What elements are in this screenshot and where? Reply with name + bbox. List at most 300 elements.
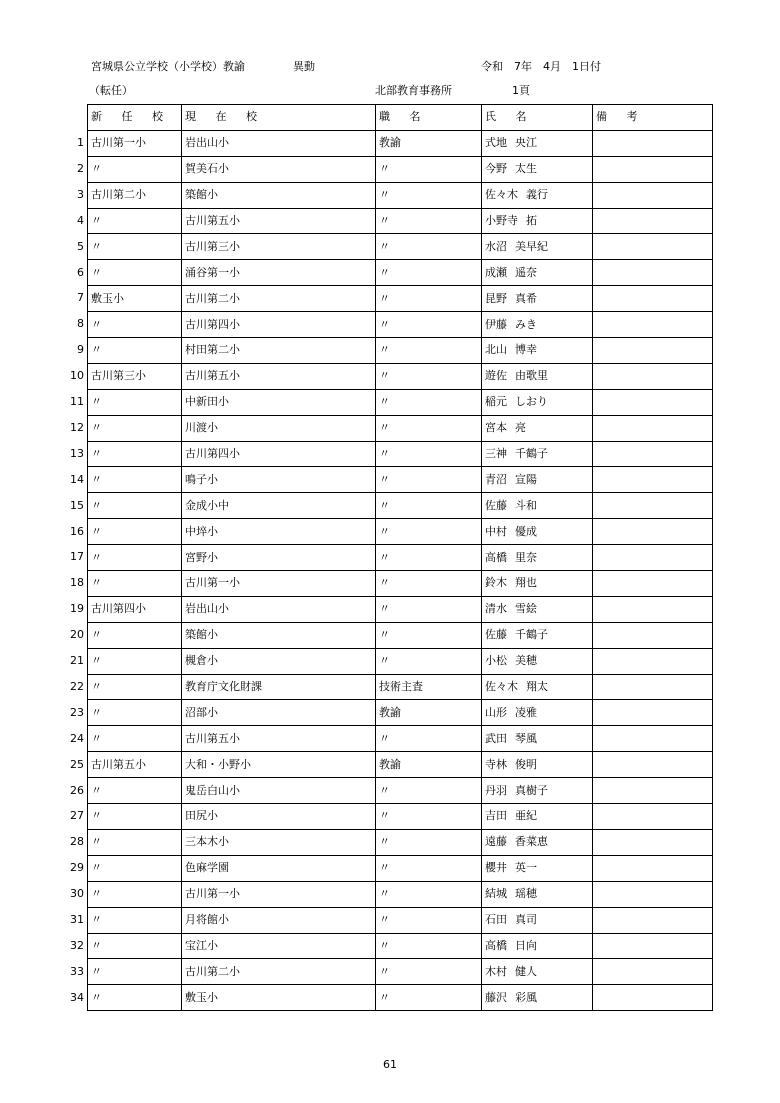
table-row xyxy=(88,519,713,545)
row-number: 28 xyxy=(70,835,84,849)
title-cell: 〃 xyxy=(376,545,482,571)
surname: 佐々木 xyxy=(485,188,518,202)
given-name: 宣陽 xyxy=(515,472,537,486)
remarks-cell xyxy=(593,182,713,208)
header-remarks: 備 考 xyxy=(593,105,713,131)
new-school-cell: 古川第三小 xyxy=(88,363,182,389)
name-cell xyxy=(482,234,593,260)
surname: 高橋 xyxy=(485,938,507,952)
new-school-cell: 〃 xyxy=(88,674,182,700)
title-cell: 〃 xyxy=(376,985,482,1011)
given-name: 日向 xyxy=(515,938,537,952)
row-number: 23 xyxy=(70,705,84,719)
name-cell xyxy=(482,182,593,208)
surname: 丹羽 xyxy=(485,783,507,797)
effective-date: 令和 7年 4月 1日付 xyxy=(481,60,601,73)
given-name: 拓 xyxy=(526,214,537,227)
table-row xyxy=(88,700,713,726)
table-row xyxy=(88,338,713,364)
current-school-cell: 村田第二小 xyxy=(182,338,376,364)
title-cell: 教諭 xyxy=(376,700,482,726)
title-cell: 〃 xyxy=(376,415,482,441)
new-school-cell: 〃 xyxy=(88,519,182,545)
title-cell: 〃 xyxy=(376,622,482,648)
name-cell xyxy=(482,907,593,933)
name-cell xyxy=(482,596,593,622)
given-name: 健人 xyxy=(515,964,537,978)
given-name: 香菜恵 xyxy=(515,835,548,849)
title-cell: 〃 xyxy=(376,804,482,830)
title-cell: 〃 xyxy=(376,959,482,985)
table-row xyxy=(88,493,713,519)
name-cell xyxy=(482,700,593,726)
row-number: 22 xyxy=(70,679,84,693)
current-school-cell: 築館小 xyxy=(182,622,376,648)
given-name: 美早紀 xyxy=(515,239,548,253)
new-school-cell: 〃 xyxy=(88,545,182,571)
current-school-cell: 岩出山小 xyxy=(182,596,376,622)
current-school-cell: 古川第二小 xyxy=(182,286,376,312)
given-name: 真樹子 xyxy=(515,783,548,797)
given-name: 遥奈 xyxy=(515,265,537,279)
table-row xyxy=(88,881,713,907)
title-cell: 〃 xyxy=(376,778,482,804)
row-number: 16 xyxy=(70,524,84,538)
table-row xyxy=(88,752,713,778)
surname: 式地 xyxy=(485,136,507,150)
title-cell: 〃 xyxy=(376,829,482,855)
new-school-cell: 〃 xyxy=(88,234,182,260)
title-cell: 〃 xyxy=(376,156,482,182)
remarks-cell xyxy=(593,130,713,156)
table-row xyxy=(88,855,713,881)
title-cell: 〃 xyxy=(376,571,482,597)
name-cell xyxy=(482,855,593,881)
new-school-cell: 〃 xyxy=(88,493,182,519)
current-school-cell: 月将館小 xyxy=(182,907,376,933)
current-school-cell: 古川第四小 xyxy=(182,441,376,467)
surname: 宮本 xyxy=(485,421,507,435)
given-name: 琴風 xyxy=(515,731,537,745)
page-number: 61 xyxy=(383,1058,397,1071)
new-school-cell: 〃 xyxy=(88,441,182,467)
name-cell xyxy=(482,674,593,700)
surname: 佐々木 xyxy=(485,680,518,694)
current-school-cell: 色麻学園 xyxy=(182,855,376,881)
current-school-cell: 古川第二小 xyxy=(182,959,376,985)
name-cell xyxy=(482,778,593,804)
title-cell: 〃 xyxy=(376,493,482,519)
current-school-cell: 古川第四小 xyxy=(182,312,376,338)
new-school-cell: 〃 xyxy=(88,571,182,597)
table-row xyxy=(88,130,713,156)
header-title: 職 名 xyxy=(376,105,482,131)
row-number: 29 xyxy=(70,861,84,875)
remarks-cell xyxy=(593,700,713,726)
row-number: 5 xyxy=(77,239,84,253)
sheet-page-label: 1頁 xyxy=(512,84,530,97)
remarks-cell xyxy=(593,829,713,855)
surname: 佐藤 xyxy=(485,628,507,642)
remarks-cell xyxy=(593,519,713,545)
remarks-cell xyxy=(593,959,713,985)
row-number: 27 xyxy=(70,809,84,823)
title-cell: 技術主査 xyxy=(376,674,482,700)
name-cell xyxy=(482,130,593,156)
surname: 寺林 xyxy=(485,757,507,771)
table-row xyxy=(88,467,713,493)
table-row xyxy=(88,260,713,286)
new-school-cell: 敷玉小 xyxy=(88,286,182,312)
current-school-cell: 古川第五小 xyxy=(182,726,376,752)
new-school-cell: 〃 xyxy=(88,700,182,726)
table-row xyxy=(88,674,713,700)
row-number: 1 xyxy=(77,136,84,149)
new-school-cell: 〃 xyxy=(88,467,182,493)
remarks-cell xyxy=(593,208,713,234)
new-school-cell: 〃 xyxy=(88,855,182,881)
row-number: 26 xyxy=(70,783,84,797)
given-name: 俊明 xyxy=(515,757,537,771)
surname: 遠藤 xyxy=(485,835,507,849)
row-number: 30 xyxy=(70,887,84,901)
remarks-cell xyxy=(593,234,713,260)
current-school-cell: 川渡小 xyxy=(182,415,376,441)
transfer-type: 異動 xyxy=(293,60,315,73)
row-number: 32 xyxy=(70,938,84,952)
remarks-cell xyxy=(593,778,713,804)
new-school-cell: 〃 xyxy=(88,907,182,933)
new-school-cell: 古川第五小 xyxy=(88,752,182,778)
current-school-cell: 古川第三小 xyxy=(182,234,376,260)
surname: 伊藤 xyxy=(485,317,507,331)
name-cell xyxy=(482,545,593,571)
name-cell xyxy=(482,881,593,907)
table-row xyxy=(88,596,713,622)
name-cell xyxy=(482,312,593,338)
remarks-cell xyxy=(593,648,713,674)
title-cell: 〃 xyxy=(376,519,482,545)
remarks-cell xyxy=(593,907,713,933)
table-row xyxy=(88,778,713,804)
given-name: 千鶴子 xyxy=(515,628,548,642)
title-cell: 〃 xyxy=(376,260,482,286)
title-cell: 〃 xyxy=(376,312,482,338)
surname: 木村 xyxy=(485,964,507,978)
name-cell xyxy=(482,389,593,415)
name-cell xyxy=(482,208,593,234)
table-row xyxy=(88,622,713,648)
title-cell: 〃 xyxy=(376,182,482,208)
current-school-cell: 三本木小 xyxy=(182,829,376,855)
new-school-cell: 〃 xyxy=(88,622,182,648)
current-school-cell: 中埣小 xyxy=(182,519,376,545)
title-cell: 〃 xyxy=(376,648,482,674)
table-row xyxy=(88,441,713,467)
current-school-cell: 宮野小 xyxy=(182,545,376,571)
new-school-cell: 〃 xyxy=(88,312,182,338)
row-number: 15 xyxy=(70,498,84,512)
current-school-cell: 金成小中 xyxy=(182,493,376,519)
given-name: 翔也 xyxy=(515,576,537,590)
new-school-cell: 〃 xyxy=(88,985,182,1011)
new-school-cell: 〃 xyxy=(88,778,182,804)
surname: 山形 xyxy=(485,705,507,719)
new-school-cell: 〃 xyxy=(88,156,182,182)
name-cell xyxy=(482,363,593,389)
current-school-cell: 鳴子小 xyxy=(182,467,376,493)
table-row xyxy=(88,234,713,260)
title-cell: 教諭 xyxy=(376,752,482,778)
table-row xyxy=(88,985,713,1011)
name-cell xyxy=(482,648,593,674)
given-name: 凌雅 xyxy=(515,705,537,719)
name-cell xyxy=(482,493,593,519)
surname: 佐藤 xyxy=(485,498,507,512)
surname: 吉田 xyxy=(485,809,507,823)
table-row xyxy=(88,571,713,597)
title-cell: 〃 xyxy=(376,338,482,364)
title-cell: 教諭 xyxy=(376,130,482,156)
given-name: 翔太 xyxy=(526,680,548,694)
surname: 結城 xyxy=(485,887,507,901)
given-name: 真司 xyxy=(515,913,537,927)
surname: 小松 xyxy=(485,654,507,668)
new-school-cell: 〃 xyxy=(88,829,182,855)
new-school-cell: 古川第一小 xyxy=(88,130,182,156)
title-cell: 〃 xyxy=(376,726,482,752)
name-cell xyxy=(482,415,593,441)
title-cell: 〃 xyxy=(376,286,482,312)
remarks-cell xyxy=(593,467,713,493)
surname: 成瀬 xyxy=(485,265,507,279)
remarks-cell xyxy=(593,881,713,907)
given-name: 真希 xyxy=(515,291,537,305)
current-school-cell: 槻倉小 xyxy=(182,648,376,674)
surname: 昆野 xyxy=(485,291,507,305)
table-row xyxy=(88,959,713,985)
current-school-cell: 田尻小 xyxy=(182,804,376,830)
name-cell xyxy=(482,829,593,855)
name-cell xyxy=(482,467,593,493)
row-number: 17 xyxy=(70,550,84,564)
row-number: 4 xyxy=(77,213,84,227)
current-school-cell: 古川第一小 xyxy=(182,571,376,597)
title-cell: 〃 xyxy=(376,234,482,260)
remarks-cell xyxy=(593,726,713,752)
new-school-cell: 古川第四小 xyxy=(88,596,182,622)
remarks-cell xyxy=(593,156,713,182)
current-school-cell: 教育庁文化財課 xyxy=(182,674,376,700)
given-name: 央江 xyxy=(515,136,537,150)
current-school-cell: 古川第五小 xyxy=(182,208,376,234)
surname: 今野 xyxy=(485,162,507,176)
given-name: 里奈 xyxy=(515,550,537,564)
title-cell: 〃 xyxy=(376,467,482,493)
current-school-cell: 古川第五小 xyxy=(182,363,376,389)
remarks-cell xyxy=(593,493,713,519)
row-number: 14 xyxy=(70,472,84,486)
table-row xyxy=(88,156,713,182)
title-cell: 〃 xyxy=(376,441,482,467)
given-name: 太生 xyxy=(515,162,537,176)
given-name: 斗和 xyxy=(515,498,537,512)
transfer-table xyxy=(87,104,713,1011)
title-cell: 〃 xyxy=(376,933,482,959)
table-row xyxy=(88,804,713,830)
table-row xyxy=(88,907,713,933)
given-name: 雪絵 xyxy=(515,602,537,616)
row-number: 11 xyxy=(70,395,84,408)
title-cell: 〃 xyxy=(376,208,482,234)
remarks-cell xyxy=(593,804,713,830)
surname: 高橋 xyxy=(485,550,507,564)
name-cell xyxy=(482,726,593,752)
surname: 青沼 xyxy=(485,472,507,486)
row-number: 8 xyxy=(77,317,84,331)
table-row xyxy=(88,829,713,855)
remarks-cell xyxy=(593,622,713,648)
new-school-cell: 〃 xyxy=(88,648,182,674)
row-number: 13 xyxy=(70,446,84,460)
table-row xyxy=(88,286,713,312)
document-subtitle: （転任） xyxy=(89,84,133,97)
remarks-cell xyxy=(593,389,713,415)
current-school-cell: 中新田小 xyxy=(182,389,376,415)
new-school-cell: 〃 xyxy=(88,415,182,441)
given-name: 由歌里 xyxy=(515,369,548,383)
table-row xyxy=(88,312,713,338)
current-school-cell: 涌谷第一小 xyxy=(182,260,376,286)
row-number: 7 xyxy=(77,291,84,305)
given-name: みき xyxy=(515,317,537,331)
table-row xyxy=(88,208,713,234)
title-cell: 〃 xyxy=(376,389,482,415)
table-row xyxy=(88,648,713,674)
new-school-cell: 〃 xyxy=(88,260,182,286)
title-cell: 〃 xyxy=(376,855,482,881)
remarks-cell xyxy=(593,363,713,389)
surname: 稲元 xyxy=(485,395,507,409)
new-school-cell: 〃 xyxy=(88,338,182,364)
surname: 藤沢 xyxy=(485,990,507,1004)
name-cell xyxy=(482,260,593,286)
row-number: 31 xyxy=(70,913,84,926)
row-number: 6 xyxy=(77,265,84,279)
table-header-row xyxy=(88,105,713,131)
given-name: しおり xyxy=(515,395,548,409)
given-name: 博幸 xyxy=(515,343,537,357)
name-cell xyxy=(482,519,593,545)
surname: 小野寺 xyxy=(485,214,518,227)
new-school-cell: 〃 xyxy=(88,881,182,907)
title-cell: 〃 xyxy=(376,363,482,389)
name-cell xyxy=(482,985,593,1011)
header-current-school: 現 在 校 xyxy=(182,105,376,131)
name-cell xyxy=(482,622,593,648)
given-name: 優成 xyxy=(515,524,537,538)
row-number: 24 xyxy=(70,731,84,745)
education-office: 北部教育事務所 xyxy=(375,84,452,97)
given-name: 英一 xyxy=(515,861,537,875)
current-school-cell: 大和・小野小 xyxy=(182,752,376,778)
remarks-cell xyxy=(593,415,713,441)
current-school-cell: 古川第一小 xyxy=(182,881,376,907)
remarks-cell xyxy=(593,312,713,338)
name-cell xyxy=(482,286,593,312)
remarks-cell xyxy=(593,985,713,1011)
title-cell: 〃 xyxy=(376,596,482,622)
new-school-cell: 〃 xyxy=(88,959,182,985)
new-school-cell: 〃 xyxy=(88,933,182,959)
new-school-cell: 古川第二小 xyxy=(88,182,182,208)
remarks-cell xyxy=(593,571,713,597)
name-cell xyxy=(482,933,593,959)
table-row xyxy=(88,363,713,389)
surname: 北山 xyxy=(485,343,507,357)
name-cell xyxy=(482,156,593,182)
surname: 遊佐 xyxy=(485,369,507,383)
row-number: 19 xyxy=(70,602,84,616)
document-category: 宮城県公立学校（小学校）教諭 xyxy=(91,60,245,73)
given-name: 千鶴子 xyxy=(515,447,548,461)
table-row xyxy=(88,389,713,415)
row-number: 20 xyxy=(70,628,84,642)
given-name: 彩風 xyxy=(515,990,537,1004)
remarks-cell xyxy=(593,286,713,312)
row-number: 3 xyxy=(77,187,84,201)
row-number: 25 xyxy=(70,757,84,771)
surname: 水沼 xyxy=(485,239,507,253)
table-row xyxy=(88,726,713,752)
remarks-cell xyxy=(593,338,713,364)
new-school-cell: 〃 xyxy=(88,208,182,234)
remarks-cell xyxy=(593,752,713,778)
name-cell xyxy=(482,804,593,830)
table-row xyxy=(88,545,713,571)
given-name: 亮 xyxy=(515,421,526,435)
current-school-cell: 岩出山小 xyxy=(182,130,376,156)
row-number: 18 xyxy=(70,576,84,590)
remarks-cell xyxy=(593,855,713,881)
title-cell: 〃 xyxy=(376,881,482,907)
new-school-cell: 〃 xyxy=(88,726,182,752)
new-school-cell: 〃 xyxy=(88,389,182,415)
current-school-cell: 築館小 xyxy=(182,182,376,208)
row-number: 2 xyxy=(77,161,84,175)
remarks-cell xyxy=(593,545,713,571)
given-name: 亜紀 xyxy=(515,809,537,823)
surname: 三神 xyxy=(485,447,507,461)
remarks-cell xyxy=(593,674,713,700)
current-school-cell: 敷玉小 xyxy=(182,985,376,1011)
row-number: 33 xyxy=(70,964,84,978)
header-new-school: 新 任 校 xyxy=(88,105,182,131)
given-name: 義行 xyxy=(526,188,548,202)
name-cell xyxy=(482,571,593,597)
table-row xyxy=(88,182,713,208)
current-school-cell: 宝江小 xyxy=(182,933,376,959)
current-school-cell: 賀美石小 xyxy=(182,156,376,182)
row-number: 21 xyxy=(70,654,84,667)
table-row xyxy=(88,933,713,959)
surname: 石田 xyxy=(485,913,507,927)
name-cell xyxy=(482,752,593,778)
title-cell: 〃 xyxy=(376,907,482,933)
current-school-cell: 沼部小 xyxy=(182,700,376,726)
row-number: 9 xyxy=(77,343,84,357)
surname: 武田 xyxy=(485,731,507,745)
